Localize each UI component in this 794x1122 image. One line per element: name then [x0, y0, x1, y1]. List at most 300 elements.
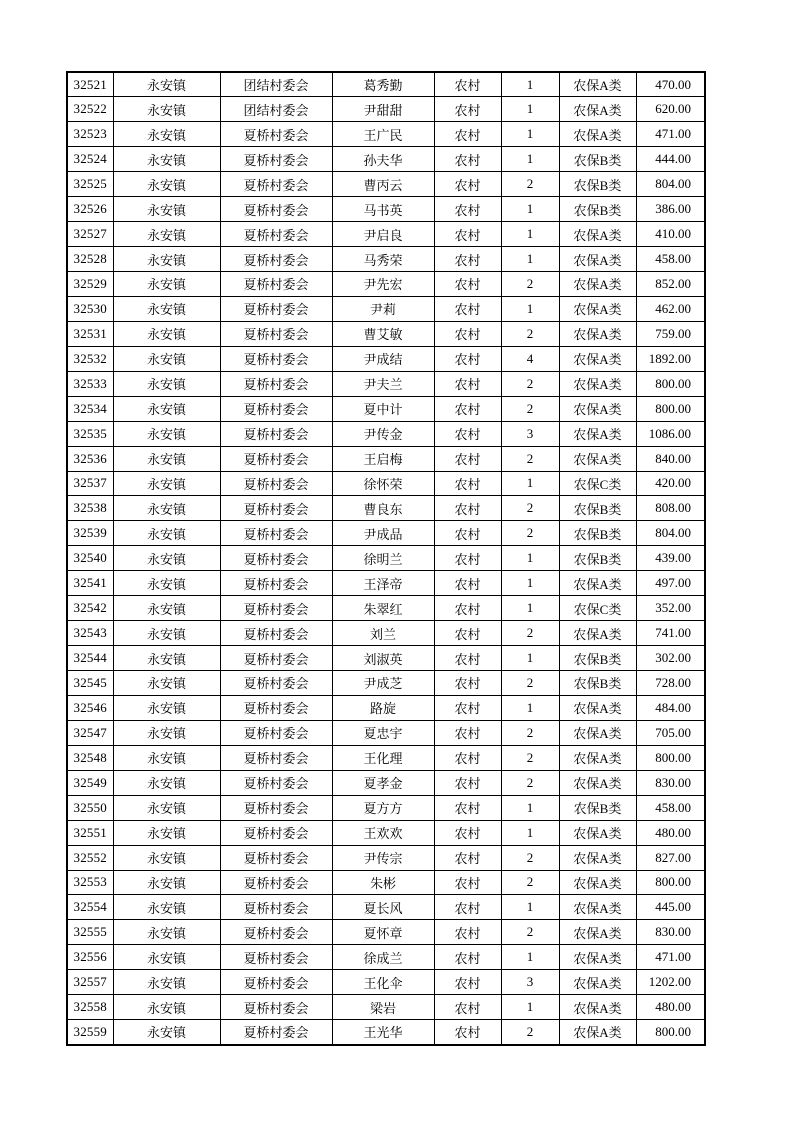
- insurance-category-cell: 农保A类: [559, 945, 636, 970]
- table-row: [67, 970, 705, 995]
- village-committee-cell: 夏桥村委会: [220, 147, 332, 172]
- town-cell: 永安镇: [113, 621, 220, 646]
- amount-cell: 852.00: [636, 272, 705, 297]
- village-committee-cell: 夏桥村委会: [220, 247, 332, 272]
- amount-cell: 741.00: [636, 621, 705, 646]
- table-row: [67, 1020, 705, 1045]
- person-count-cell: 1: [501, 122, 559, 147]
- residence-type-cell: 农村: [434, 396, 501, 421]
- insurance-category-cell: 农保A类: [559, 97, 636, 122]
- record-id-cell: 32550: [67, 795, 113, 820]
- record-id-cell: 32558: [67, 995, 113, 1020]
- person-count-cell: 1: [501, 296, 559, 321]
- person-count-cell: 2: [501, 845, 559, 870]
- record-id-cell: 32522: [67, 97, 113, 122]
- village-committee-cell: 夏桥村委会: [220, 920, 332, 945]
- village-committee-cell: 夏桥村委会: [220, 446, 332, 471]
- table-row: [67, 197, 705, 222]
- person-count-cell: 2: [501, 496, 559, 521]
- amount-cell: 470.00: [636, 72, 705, 97]
- person-name-cell: 葛秀勤: [332, 72, 434, 97]
- table-row: [67, 471, 705, 496]
- person-name-cell: 王化理: [332, 745, 434, 770]
- residence-type-cell: 农村: [434, 720, 501, 745]
- person-name-cell: 夏忠宇: [332, 720, 434, 745]
- person-count-cell: 1: [501, 471, 559, 496]
- person-count-cell: 2: [501, 870, 559, 895]
- record-id-cell: 32542: [67, 596, 113, 621]
- table-row: [67, 521, 705, 546]
- insurance-category-cell: 农保A类: [559, 247, 636, 272]
- table-row: [67, 795, 705, 820]
- amount-cell: 840.00: [636, 446, 705, 471]
- person-count-cell: 1: [501, 147, 559, 172]
- person-count-cell: 1: [501, 97, 559, 122]
- village-committee-cell: 夏桥村委会: [220, 371, 332, 396]
- town-cell: 永安镇: [113, 147, 220, 172]
- person-name-cell: 尹传宗: [332, 845, 434, 870]
- town-cell: 永安镇: [113, 421, 220, 446]
- residence-type-cell: 农村: [434, 870, 501, 895]
- insurance-category-cell: 农保A类: [559, 571, 636, 596]
- record-id-cell: 32559: [67, 1020, 113, 1045]
- residence-type-cell: 农村: [434, 197, 501, 222]
- town-cell: 永安镇: [113, 396, 220, 421]
- village-committee-cell: 夏桥村委会: [220, 970, 332, 995]
- person-count-cell: 1: [501, 995, 559, 1020]
- amount-cell: 480.00: [636, 820, 705, 845]
- person-count-cell: 2: [501, 1020, 559, 1045]
- town-cell: 永安镇: [113, 820, 220, 845]
- person-name-cell: 王启梅: [332, 446, 434, 471]
- person-count-cell: 2: [501, 272, 559, 297]
- residence-type-cell: 农村: [434, 321, 501, 346]
- village-committee-cell: 夏桥村委会: [220, 695, 332, 720]
- person-count-cell: 2: [501, 521, 559, 546]
- insurance-category-cell: 农保C类: [559, 596, 636, 621]
- record-id-cell: 32553: [67, 870, 113, 895]
- person-count-cell: 2: [501, 446, 559, 471]
- table-row: [67, 571, 705, 596]
- village-committee-cell: 夏桥村委会: [220, 596, 332, 621]
- person-count-cell: 3: [501, 421, 559, 446]
- person-count-cell: 3: [501, 970, 559, 995]
- table-row: [67, 870, 705, 895]
- person-name-cell: 徐明兰: [332, 546, 434, 571]
- record-id-cell: 32521: [67, 72, 113, 97]
- person-name-cell: 朱翠红: [332, 596, 434, 621]
- insurance-category-cell: 农保A类: [559, 371, 636, 396]
- residence-type-cell: 农村: [434, 471, 501, 496]
- record-id-cell: 32556: [67, 945, 113, 970]
- insurance-category-cell: 农保A类: [559, 321, 636, 346]
- table-row: [67, 496, 705, 521]
- residence-type-cell: 农村: [434, 646, 501, 671]
- record-id-cell: 32526: [67, 197, 113, 222]
- table-row: [67, 396, 705, 421]
- insurance-category-cell: 农保A类: [559, 346, 636, 371]
- person-count-cell: 1: [501, 222, 559, 247]
- town-cell: 永安镇: [113, 995, 220, 1020]
- village-committee-cell: 夏桥村委会: [220, 745, 332, 770]
- residence-type-cell: 农村: [434, 671, 501, 696]
- residence-type-cell: 农村: [434, 296, 501, 321]
- person-count-cell: 2: [501, 671, 559, 696]
- table-row: [67, 371, 705, 396]
- town-cell: 永安镇: [113, 795, 220, 820]
- residence-type-cell: 农村: [434, 920, 501, 945]
- record-id-cell: 32532: [67, 346, 113, 371]
- insurance-category-cell: 农保A类: [559, 272, 636, 297]
- insurance-category-cell: 农保A类: [559, 770, 636, 795]
- insurance-category-cell: 农保A类: [559, 695, 636, 720]
- person-name-cell: 孙夫华: [332, 147, 434, 172]
- town-cell: 永安镇: [113, 222, 220, 247]
- record-id-cell: 32552: [67, 845, 113, 870]
- person-name-cell: 徐怀荣: [332, 471, 434, 496]
- record-id-cell: 32529: [67, 272, 113, 297]
- insurance-category-cell: 农保B类: [559, 496, 636, 521]
- insurance-category-cell: 农保C类: [559, 471, 636, 496]
- person-count-cell: 1: [501, 646, 559, 671]
- residence-type-cell: 农村: [434, 1020, 501, 1045]
- person-count-cell: 2: [501, 720, 559, 745]
- village-committee-cell: 团结村委会: [220, 72, 332, 97]
- residence-type-cell: 农村: [434, 446, 501, 471]
- table-row: [67, 446, 705, 471]
- record-id-cell: 32554: [67, 895, 113, 920]
- village-committee-cell: 夏桥村委会: [220, 521, 332, 546]
- table-row: [67, 646, 705, 671]
- town-cell: 永安镇: [113, 1020, 220, 1045]
- amount-cell: 830.00: [636, 920, 705, 945]
- amount-cell: 458.00: [636, 795, 705, 820]
- person-name-cell: 尹成芝: [332, 671, 434, 696]
- record-id-cell: 32538: [67, 496, 113, 521]
- residence-type-cell: 农村: [434, 272, 501, 297]
- amount-cell: 728.00: [636, 671, 705, 696]
- person-count-cell: 1: [501, 197, 559, 222]
- village-committee-cell: 夏桥村委会: [220, 346, 332, 371]
- village-committee-cell: 夏桥村委会: [220, 995, 332, 1020]
- insurance-category-cell: 农保B类: [559, 546, 636, 571]
- town-cell: 永安镇: [113, 646, 220, 671]
- village-committee-cell: 夏桥村委会: [220, 895, 332, 920]
- person-name-cell: 王光华: [332, 1020, 434, 1045]
- table-row: [67, 147, 705, 172]
- table-row: [67, 770, 705, 795]
- amount-cell: 480.00: [636, 995, 705, 1020]
- town-cell: 永安镇: [113, 571, 220, 596]
- town-cell: 永安镇: [113, 945, 220, 970]
- residence-type-cell: 农村: [434, 346, 501, 371]
- record-id-cell: 32534: [67, 396, 113, 421]
- record-id-cell: 32551: [67, 820, 113, 845]
- insurance-category-cell: 农保B类: [559, 795, 636, 820]
- residence-type-cell: 农村: [434, 247, 501, 272]
- record-id-cell: 32548: [67, 745, 113, 770]
- village-committee-cell: 夏桥村委会: [220, 471, 332, 496]
- town-cell: 永安镇: [113, 172, 220, 197]
- village-committee-cell: 夏桥村委会: [220, 945, 332, 970]
- person-count-cell: 1: [501, 945, 559, 970]
- record-id-cell: 32524: [67, 147, 113, 172]
- amount-cell: 410.00: [636, 222, 705, 247]
- amount-cell: 827.00: [636, 845, 705, 870]
- village-committee-cell: 夏桥村委会: [220, 770, 332, 795]
- table-row: [67, 671, 705, 696]
- town-cell: 永安镇: [113, 72, 220, 97]
- insurance-category-cell: 农保A类: [559, 222, 636, 247]
- person-count-cell: 1: [501, 795, 559, 820]
- person-name-cell: 刘淑英: [332, 646, 434, 671]
- village-committee-cell: 夏桥村委会: [220, 421, 332, 446]
- town-cell: 永安镇: [113, 321, 220, 346]
- insurance-category-cell: 农保A类: [559, 870, 636, 895]
- village-committee-cell: 团结村委会: [220, 97, 332, 122]
- person-count-cell: 1: [501, 820, 559, 845]
- person-name-cell: 夏怀章: [332, 920, 434, 945]
- amount-cell: 804.00: [636, 521, 705, 546]
- insurance-category-cell: 农保A类: [559, 845, 636, 870]
- table-row: [67, 247, 705, 272]
- table-row: [67, 621, 705, 646]
- person-name-cell: 王欢欢: [332, 820, 434, 845]
- person-name-cell: 马书英: [332, 197, 434, 222]
- table-row: [67, 421, 705, 446]
- table-row: [67, 97, 705, 122]
- residence-type-cell: 农村: [434, 521, 501, 546]
- town-cell: 永安镇: [113, 895, 220, 920]
- record-id-cell: 32557: [67, 970, 113, 995]
- person-name-cell: 夏孝金: [332, 770, 434, 795]
- amount-cell: 462.00: [636, 296, 705, 321]
- person-count-cell: 2: [501, 321, 559, 346]
- table-row: [67, 895, 705, 920]
- amount-cell: 800.00: [636, 396, 705, 421]
- amount-cell: 804.00: [636, 172, 705, 197]
- table-row: [67, 296, 705, 321]
- village-committee-cell: 夏桥村委会: [220, 870, 332, 895]
- village-committee-cell: 夏桥村委会: [220, 820, 332, 845]
- table-row: [67, 745, 705, 770]
- town-cell: 永安镇: [113, 845, 220, 870]
- residence-type-cell: 农村: [434, 496, 501, 521]
- insurance-category-cell: 农保A类: [559, 995, 636, 1020]
- table-row: [67, 720, 705, 745]
- amount-cell: 484.00: [636, 695, 705, 720]
- amount-cell: 352.00: [636, 596, 705, 621]
- residence-type-cell: 农村: [434, 571, 501, 596]
- record-id-cell: 32546: [67, 695, 113, 720]
- insurance-category-cell: 农保B类: [559, 197, 636, 222]
- amount-cell: 808.00: [636, 496, 705, 521]
- amount-cell: 800.00: [636, 745, 705, 770]
- residence-type-cell: 农村: [434, 845, 501, 870]
- town-cell: 永安镇: [113, 197, 220, 222]
- table-row: [67, 546, 705, 571]
- insurance-category-cell: 农保A类: [559, 1020, 636, 1045]
- person-count-cell: 2: [501, 371, 559, 396]
- residence-type-cell: 农村: [434, 970, 501, 995]
- person-name-cell: 马秀荣: [332, 247, 434, 272]
- person-count-cell: 1: [501, 247, 559, 272]
- record-id-cell: 32549: [67, 770, 113, 795]
- town-cell: 永安镇: [113, 745, 220, 770]
- insurance-category-cell: 农保B类: [559, 646, 636, 671]
- record-id-cell: 32530: [67, 296, 113, 321]
- amount-cell: 800.00: [636, 1020, 705, 1045]
- residence-type-cell: 农村: [434, 371, 501, 396]
- village-committee-cell: 夏桥村委会: [220, 272, 332, 297]
- town-cell: 永安镇: [113, 970, 220, 995]
- record-id-cell: 32543: [67, 621, 113, 646]
- village-committee-cell: 夏桥村委会: [220, 496, 332, 521]
- record-id-cell: 32535: [67, 421, 113, 446]
- table-row: [67, 346, 705, 371]
- person-name-cell: 朱彬: [332, 870, 434, 895]
- insurance-category-cell: 农保A类: [559, 970, 636, 995]
- insurance-category-cell: 农保A类: [559, 895, 636, 920]
- table-row: [67, 820, 705, 845]
- record-id-cell: 32528: [67, 247, 113, 272]
- residence-type-cell: 农村: [434, 695, 501, 720]
- amount-cell: 471.00: [636, 945, 705, 970]
- record-id-cell: 32525: [67, 172, 113, 197]
- amount-cell: 471.00: [636, 122, 705, 147]
- person-name-cell: 曹丙云: [332, 172, 434, 197]
- person-name-cell: 刘兰: [332, 621, 434, 646]
- table-row: [67, 222, 705, 247]
- person-count-cell: 1: [501, 695, 559, 720]
- person-count-cell: 2: [501, 621, 559, 646]
- town-cell: 永安镇: [113, 247, 220, 272]
- town-cell: 永安镇: [113, 546, 220, 571]
- town-cell: 永安镇: [113, 695, 220, 720]
- person-name-cell: 尹莉: [332, 296, 434, 321]
- person-count-cell: 2: [501, 745, 559, 770]
- record-id-cell: 32536: [67, 446, 113, 471]
- person-name-cell: 夏长风: [332, 895, 434, 920]
- residence-type-cell: 农村: [434, 895, 501, 920]
- insurance-category-cell: 农保B类: [559, 147, 636, 172]
- record-id-cell: 32537: [67, 471, 113, 496]
- amount-cell: 445.00: [636, 895, 705, 920]
- amount-cell: 497.00: [636, 571, 705, 596]
- town-cell: 永安镇: [113, 521, 220, 546]
- village-committee-cell: 夏桥村委会: [220, 197, 332, 222]
- town-cell: 永安镇: [113, 720, 220, 745]
- town-cell: 永安镇: [113, 346, 220, 371]
- insurance-category-cell: 农保A类: [559, 920, 636, 945]
- table-row: [67, 945, 705, 970]
- town-cell: 永安镇: [113, 770, 220, 795]
- person-name-cell: 夏中计: [332, 396, 434, 421]
- person-name-cell: 尹甜甜: [332, 97, 434, 122]
- records-tbody: [67, 72, 705, 1045]
- person-name-cell: 梁岩: [332, 995, 434, 1020]
- town-cell: 永安镇: [113, 496, 220, 521]
- amount-cell: 759.00: [636, 321, 705, 346]
- person-count-cell: 2: [501, 770, 559, 795]
- amount-cell: 705.00: [636, 720, 705, 745]
- insurance-category-cell: 农保A类: [559, 621, 636, 646]
- record-id-cell: 32555: [67, 920, 113, 945]
- village-committee-cell: 夏桥村委会: [220, 222, 332, 247]
- records-table: [66, 71, 706, 1046]
- amount-cell: 302.00: [636, 646, 705, 671]
- village-committee-cell: 夏桥村委会: [220, 396, 332, 421]
- amount-cell: 444.00: [636, 147, 705, 172]
- table-row: [67, 172, 705, 197]
- person-count-cell: 2: [501, 172, 559, 197]
- insurance-category-cell: 农保B类: [559, 521, 636, 546]
- record-id-cell: 32531: [67, 321, 113, 346]
- residence-type-cell: 农村: [434, 72, 501, 97]
- insurance-category-cell: 农保A类: [559, 820, 636, 845]
- town-cell: 永安镇: [113, 122, 220, 147]
- person-name-cell: 尹启良: [332, 222, 434, 247]
- village-committee-cell: 夏桥村委会: [220, 122, 332, 147]
- record-id-cell: 32523: [67, 122, 113, 147]
- person-name-cell: 尹先宏: [332, 272, 434, 297]
- table-row: [67, 995, 705, 1020]
- residence-type-cell: 农村: [434, 820, 501, 845]
- person-count-cell: 2: [501, 920, 559, 945]
- record-id-cell: 32544: [67, 646, 113, 671]
- residence-type-cell: 农村: [434, 421, 501, 446]
- residence-type-cell: 农村: [434, 770, 501, 795]
- residence-type-cell: 农村: [434, 795, 501, 820]
- person-name-cell: 王泽帝: [332, 571, 434, 596]
- amount-cell: 620.00: [636, 97, 705, 122]
- village-committee-cell: 夏桥村委会: [220, 296, 332, 321]
- insurance-category-cell: 农保B类: [559, 172, 636, 197]
- village-committee-cell: 夏桥村委会: [220, 546, 332, 571]
- residence-type-cell: 农村: [434, 995, 501, 1020]
- table-row: [67, 272, 705, 297]
- residence-type-cell: 农村: [434, 172, 501, 197]
- amount-cell: 386.00: [636, 197, 705, 222]
- table-row: [67, 920, 705, 945]
- village-committee-cell: 夏桥村委会: [220, 795, 332, 820]
- table-row: [67, 321, 705, 346]
- person-name-cell: 曹艾敏: [332, 321, 434, 346]
- table-row: [67, 122, 705, 147]
- village-committee-cell: 夏桥村委会: [220, 845, 332, 870]
- insurance-category-cell: 农保A类: [559, 122, 636, 147]
- amount-cell: 439.00: [636, 546, 705, 571]
- village-committee-cell: 夏桥村委会: [220, 321, 332, 346]
- town-cell: 永安镇: [113, 296, 220, 321]
- village-committee-cell: 夏桥村委会: [220, 1020, 332, 1045]
- village-committee-cell: 夏桥村委会: [220, 621, 332, 646]
- insurance-category-cell: 农保A类: [559, 421, 636, 446]
- amount-cell: 1202.00: [636, 970, 705, 995]
- person-count-cell: 1: [501, 72, 559, 97]
- amount-cell: 1892.00: [636, 346, 705, 371]
- insurance-category-cell: 农保A类: [559, 396, 636, 421]
- record-id-cell: 32541: [67, 571, 113, 596]
- person-name-cell: 王广民: [332, 122, 434, 147]
- table-row: [67, 695, 705, 720]
- amount-cell: 458.00: [636, 247, 705, 272]
- residence-type-cell: 农村: [434, 546, 501, 571]
- town-cell: 永安镇: [113, 446, 220, 471]
- person-count-cell: 1: [501, 895, 559, 920]
- insurance-category-cell: 农保A类: [559, 446, 636, 471]
- residence-type-cell: 农村: [434, 97, 501, 122]
